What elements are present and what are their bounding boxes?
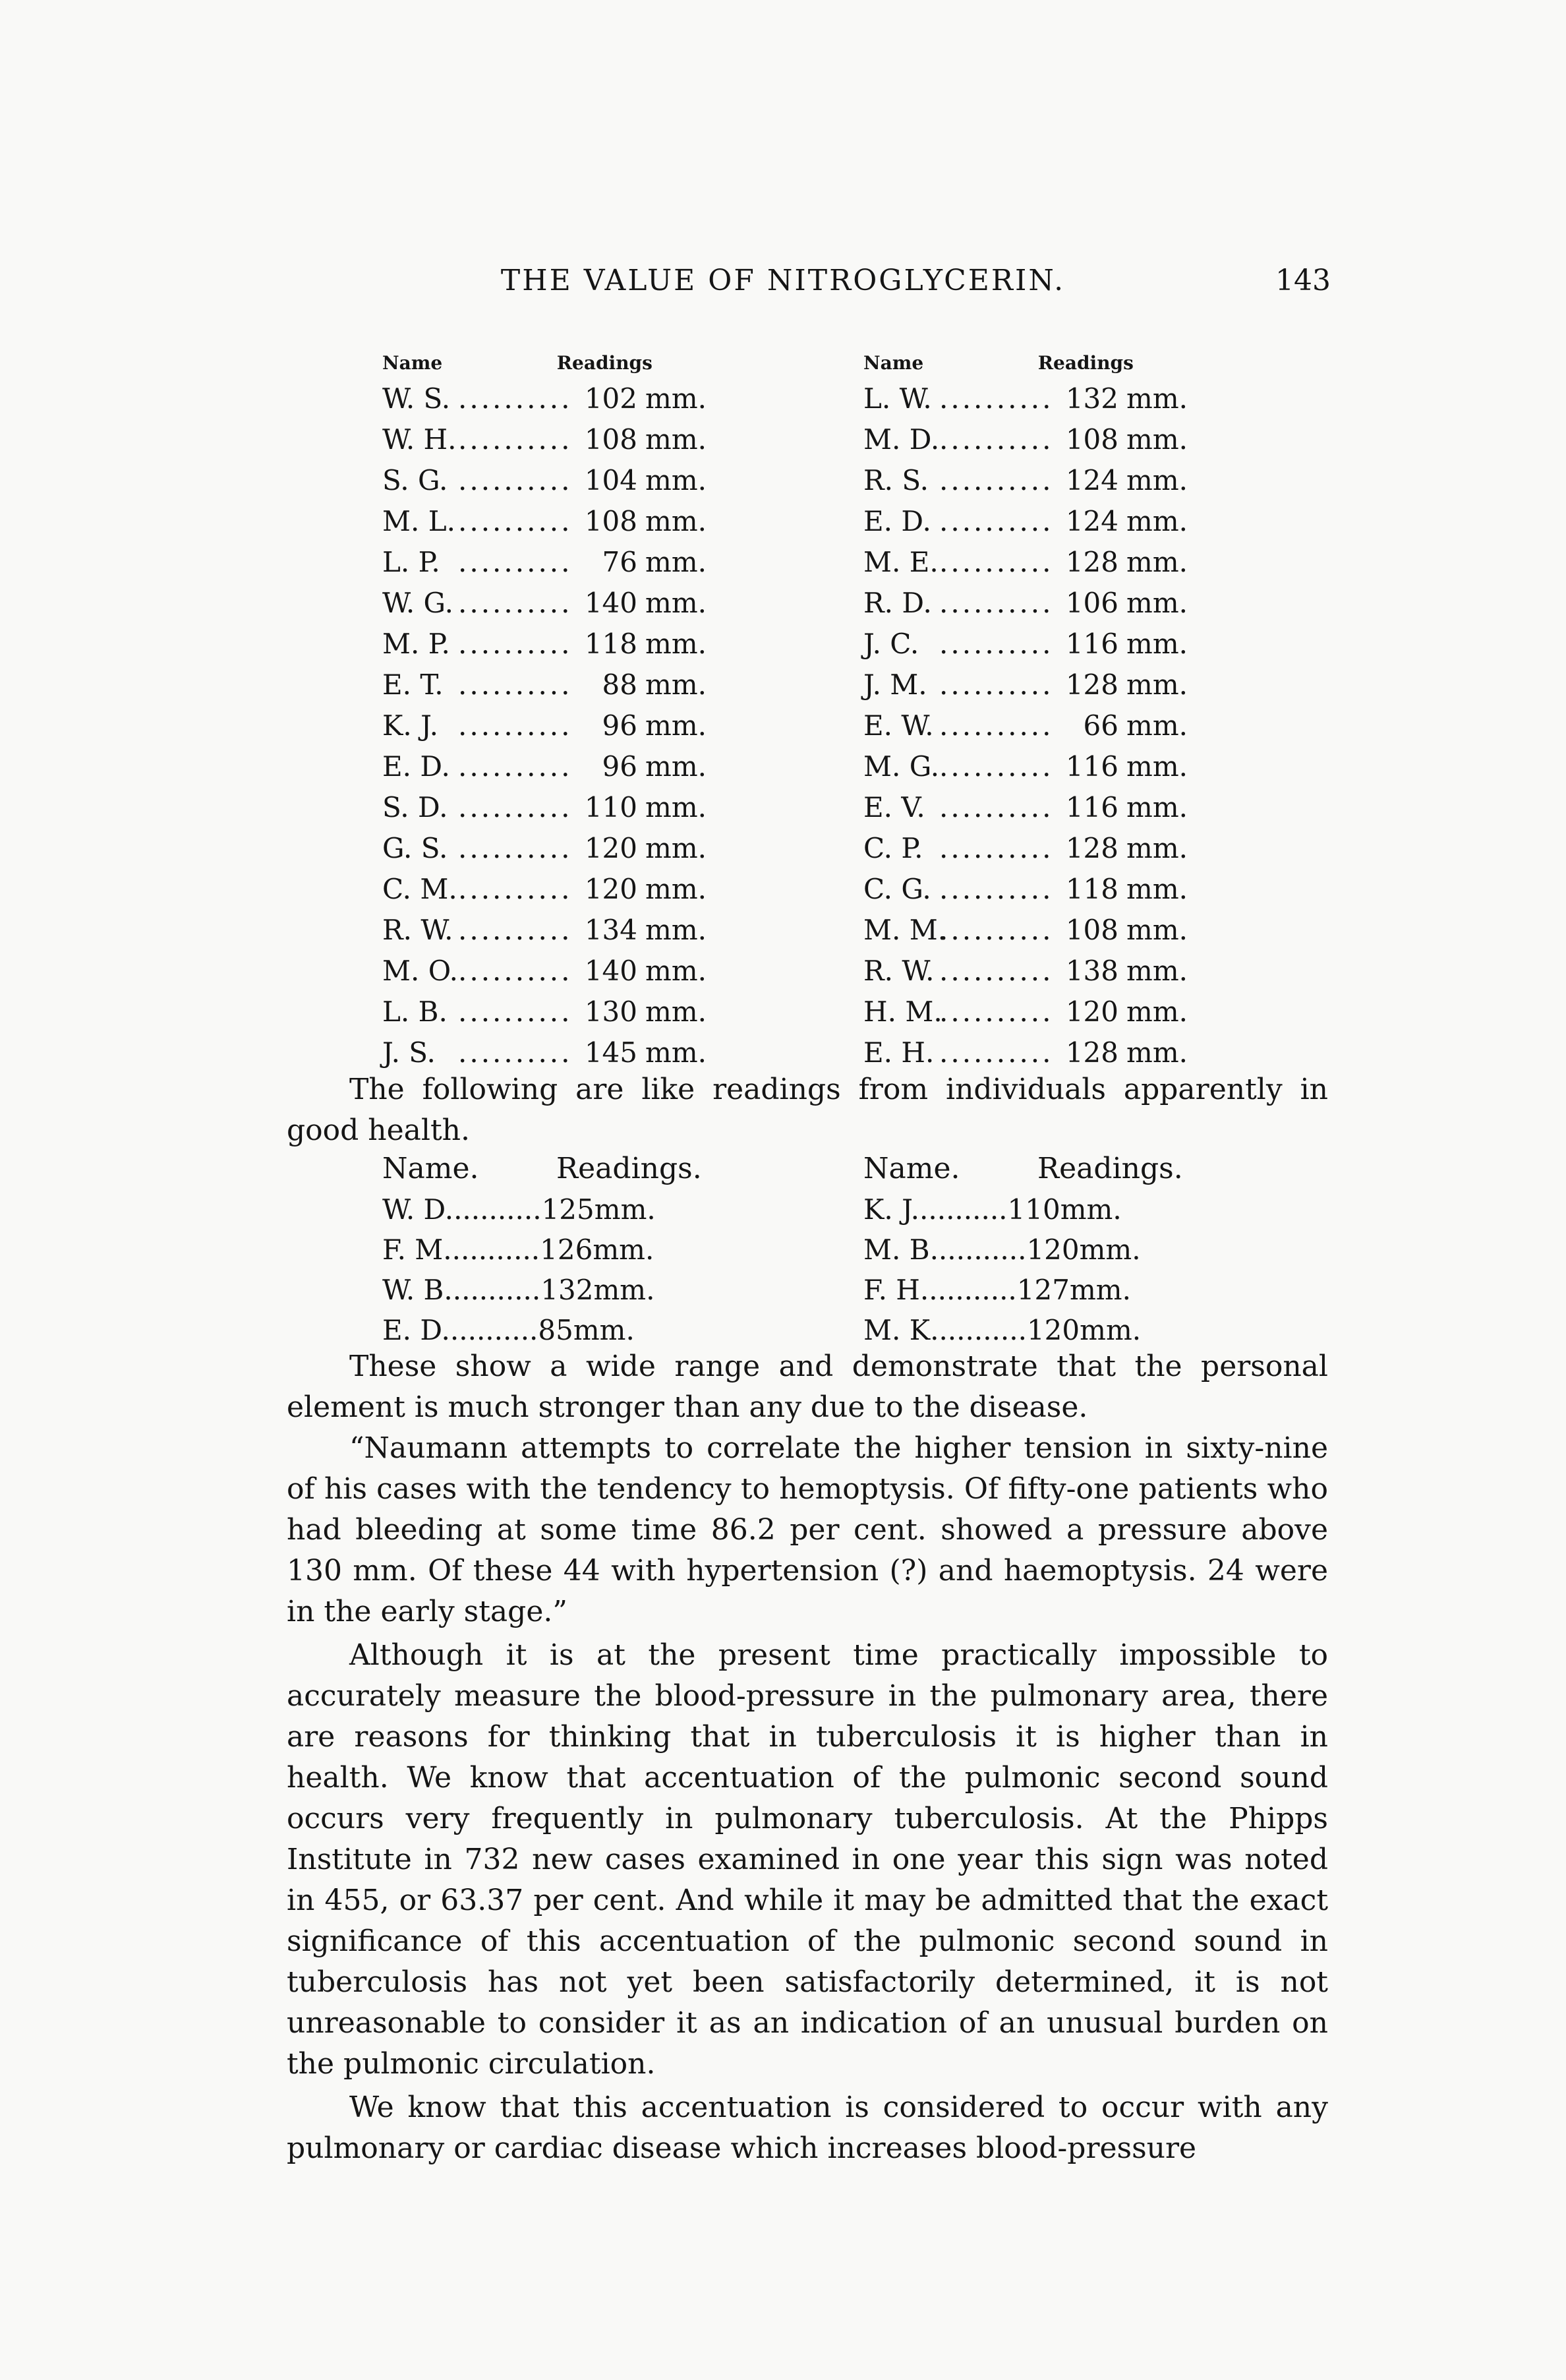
row-name: E. D. bbox=[863, 505, 931, 537]
leader-dots: .......... bbox=[919, 1193, 1008, 1226]
table-row bbox=[863, 1270, 1183, 1310]
table-row bbox=[382, 1310, 702, 1350]
row-value: 120 bbox=[584, 832, 637, 864]
row-value: 76 bbox=[602, 546, 637, 578]
row-value: 116 bbox=[1065, 750, 1118, 783]
row-name: E. T. bbox=[382, 669, 444, 701]
table-row bbox=[863, 828, 1188, 869]
row-unit: mm. bbox=[1060, 1193, 1122, 1226]
row-value: 96 bbox=[602, 750, 637, 783]
leader-dots: .......... bbox=[939, 832, 1054, 864]
row-unit: mm. bbox=[645, 628, 707, 660]
row-value: 106 bbox=[1065, 587, 1118, 619]
table-row bbox=[382, 542, 707, 583]
leader-dots: .......... bbox=[458, 791, 573, 823]
table-row bbox=[382, 951, 707, 992]
row-value: 124 bbox=[1065, 505, 1118, 537]
leader-dots: .......... bbox=[451, 1234, 540, 1266]
leader-dots: .......... bbox=[458, 382, 573, 415]
row-name: W. H. bbox=[382, 423, 457, 456]
table-row bbox=[382, 992, 707, 1032]
row-value: 118 bbox=[584, 628, 637, 660]
row-value: 102 bbox=[584, 382, 637, 415]
table-right-column bbox=[863, 348, 1188, 1073]
row-name: C. G. bbox=[863, 873, 931, 905]
row-unit: mm. bbox=[1126, 832, 1188, 864]
table-row bbox=[863, 1310, 1183, 1350]
leader-dots: .......... bbox=[939, 546, 1054, 578]
row-unit: mm. bbox=[1126, 669, 1188, 701]
row-value: 128 bbox=[1065, 1036, 1118, 1069]
row-value: 120 bbox=[584, 873, 637, 905]
row-value: 130 bbox=[584, 996, 637, 1028]
row-unit: mm. bbox=[645, 791, 707, 823]
leader-dots: .......... bbox=[939, 750, 1054, 783]
leader-dots: .......... bbox=[939, 669, 1054, 701]
table-row bbox=[863, 951, 1188, 992]
row-name: F. H. bbox=[863, 1274, 929, 1306]
header-readings: Readings bbox=[556, 352, 652, 374]
row-unit: mm. bbox=[645, 955, 707, 987]
table-left-column bbox=[382, 1148, 702, 1350]
leader-dots: .......... bbox=[458, 996, 573, 1028]
row-name: K. J. bbox=[382, 709, 439, 742]
row-unit: mm. bbox=[594, 1193, 656, 1226]
row-value: 116 bbox=[1065, 628, 1118, 660]
table-row bbox=[382, 1230, 702, 1270]
row-name: M. G. bbox=[863, 750, 940, 783]
row-value: 128 bbox=[1065, 546, 1118, 578]
row-name: G. S. bbox=[382, 832, 448, 864]
leader-dots: .......... bbox=[450, 1314, 538, 1346]
row-unit: mm. bbox=[645, 832, 707, 864]
leader-dots: .......... bbox=[939, 423, 1054, 456]
row-name: C. M. bbox=[382, 873, 457, 905]
table-row bbox=[863, 665, 1188, 705]
row-unit: mm. bbox=[593, 1234, 654, 1266]
row-unit: mm. bbox=[645, 423, 707, 456]
row-unit: mm. bbox=[593, 1274, 655, 1306]
table-row bbox=[382, 1032, 707, 1073]
table-left-column bbox=[382, 348, 707, 1073]
table-row bbox=[863, 869, 1188, 910]
row-value: 145 bbox=[584, 1036, 637, 1069]
leader-dots: .......... bbox=[458, 546, 573, 578]
row-value: 118 bbox=[1065, 873, 1118, 905]
row-value: 116 bbox=[1065, 791, 1118, 823]
table-row bbox=[382, 787, 707, 828]
leader-dots: .......... bbox=[458, 914, 573, 946]
table-row bbox=[863, 542, 1188, 583]
table-row bbox=[382, 378, 707, 419]
row-name: R. W. bbox=[382, 914, 453, 946]
row-value: 120 bbox=[1026, 1234, 1080, 1266]
leader-dots: .......... bbox=[458, 464, 573, 496]
row-value: 128 bbox=[1065, 669, 1118, 701]
intro-paragraph: The following are like readings from individuals apparently in good health. bbox=[287, 1073, 1328, 1147]
row-value: 124 bbox=[1065, 464, 1118, 496]
row-unit: mm. bbox=[1126, 996, 1188, 1028]
row-unit: mm. bbox=[645, 996, 707, 1028]
row-value: 140 bbox=[584, 587, 637, 619]
row-name: M. L. bbox=[382, 505, 455, 537]
row-name: E. V. bbox=[863, 791, 925, 823]
row-name: M. O. bbox=[382, 955, 459, 987]
leader-dots: .......... bbox=[458, 1036, 573, 1069]
row-value: 110 bbox=[1007, 1193, 1060, 1226]
table-row bbox=[863, 992, 1188, 1032]
row-unit: mm. bbox=[1126, 914, 1188, 946]
table-row bbox=[382, 1270, 702, 1310]
row-value: 96 bbox=[602, 709, 637, 742]
table-row bbox=[382, 705, 707, 746]
row-name: M. B. bbox=[863, 1234, 939, 1266]
paragraph: Although it is at the present time practically impossible to accurately measure the blood-pressure in the pulmonary area, there are reasons for thinking that in tuberculosis it is higher than in health. We know that accentuation of the pulmonic second sound occurs very frequently in pulmonary tuberculosis. At the Phipps Institute in 732 new cases examined in one year this sign was noted in 455, or 63.37 per cent. And while it may be admitted that the exact significance of this accentuation of the pulmonic second sound in tuberculosis has not yet been satisfactorily determined, it is not unreasonable to consider it as an indication of an unusual burden on the pulmonic circulation. bbox=[287, 1638, 1328, 2081]
row-unit: mm. bbox=[1126, 750, 1188, 783]
row-unit: mm. bbox=[1126, 546, 1188, 578]
leader-dots: .......... bbox=[453, 1193, 542, 1226]
leader-dots: .......... bbox=[458, 709, 573, 742]
row-value: 132 bbox=[540, 1274, 594, 1306]
header-name: Name bbox=[863, 352, 924, 374]
row-name: M. P. bbox=[382, 628, 450, 660]
leader-dots: .......... bbox=[939, 996, 1054, 1028]
row-name: W. S. bbox=[382, 382, 451, 415]
leader-dots: .......... bbox=[458, 873, 573, 905]
table-row bbox=[863, 1032, 1188, 1073]
row-value: 132 bbox=[1065, 382, 1118, 415]
row-name: M. K. bbox=[863, 1314, 939, 1346]
table-row bbox=[863, 501, 1188, 542]
row-unit: mm. bbox=[645, 669, 707, 701]
paragraph: “Naumann attempts to correlate the higher tension in sixty-nine of his cases with the tendency to hemoptysis. Of fifty-one patients who had bleeding at some time 86.2 per cent. showed a pressure above 130 mm. Of these 44 with hypertension (?) and haemoptysis. 24 were in the early stage.” bbox=[287, 1431, 1328, 1628]
row-value: 120 bbox=[1065, 996, 1118, 1028]
row-value: 108 bbox=[584, 505, 637, 537]
leader-dots: .......... bbox=[452, 1274, 541, 1306]
row-value: 138 bbox=[1065, 955, 1118, 987]
leader-dots: .......... bbox=[939, 955, 1054, 987]
row-value: 88 bbox=[602, 669, 637, 701]
leader-dots: .......... bbox=[939, 791, 1054, 823]
row-name: R. W. bbox=[863, 955, 935, 987]
row-unit: mm. bbox=[645, 505, 707, 537]
row-unit: mm. bbox=[1126, 505, 1188, 537]
row-value: 108 bbox=[1065, 423, 1118, 456]
row-value: 108 bbox=[584, 423, 637, 456]
table-row bbox=[863, 583, 1188, 624]
table-row bbox=[382, 460, 707, 501]
row-value: 108 bbox=[1065, 914, 1118, 946]
leader-dots: .......... bbox=[939, 1036, 1054, 1069]
table-row bbox=[863, 419, 1188, 460]
table-row bbox=[382, 624, 707, 665]
row-unit: mm. bbox=[645, 464, 707, 496]
row-value: 140 bbox=[584, 955, 637, 987]
table-row bbox=[863, 746, 1188, 787]
row-name: R. D. bbox=[863, 587, 932, 619]
row-unit: mm. bbox=[573, 1314, 635, 1346]
leader-dots: .......... bbox=[939, 382, 1054, 415]
readings-table bbox=[356, 348, 1318, 1093]
leader-dots: .......... bbox=[458, 750, 573, 783]
row-name: J. M. bbox=[863, 669, 927, 701]
paragraph: We know that this accentuation is considered to occur with any pulmonary or cardiac disease which increases blood-pressure bbox=[287, 2091, 1328, 2165]
leader-dots: .......... bbox=[939, 587, 1054, 619]
row-unit: mm. bbox=[1126, 1036, 1188, 1069]
table-row bbox=[382, 869, 707, 910]
row-name: J. S. bbox=[382, 1036, 436, 1069]
page-header bbox=[0, 261, 1566, 301]
row-unit: mm. bbox=[1126, 955, 1188, 987]
row-name: L. B. bbox=[382, 996, 448, 1028]
row-name: E. H. bbox=[863, 1036, 935, 1069]
leader-dots: .......... bbox=[458, 505, 573, 537]
row-value: 85 bbox=[538, 1314, 573, 1346]
healthy-readings-table bbox=[356, 1148, 1318, 1359]
row-name: L. P. bbox=[382, 546, 440, 578]
header-name: Name. bbox=[863, 1152, 960, 1185]
row-name: W. D. bbox=[382, 1193, 454, 1226]
row-unit: mm. bbox=[645, 1036, 707, 1069]
leader-dots: .......... bbox=[939, 1314, 1027, 1346]
row-unit: mm. bbox=[645, 750, 707, 783]
row-unit: mm. bbox=[1126, 464, 1188, 496]
leader-dots: .......... bbox=[458, 423, 573, 456]
table-row bbox=[863, 460, 1188, 501]
leader-dots: .......... bbox=[939, 628, 1054, 660]
table-row bbox=[382, 501, 707, 542]
leader-dots: .......... bbox=[939, 464, 1054, 496]
page-number: 143 bbox=[1275, 264, 1331, 297]
table-row bbox=[863, 1189, 1183, 1230]
row-unit: mm. bbox=[645, 914, 707, 946]
row-name: H. M. bbox=[863, 996, 942, 1028]
row-unit: mm. bbox=[1126, 587, 1188, 619]
row-unit: mm. bbox=[1126, 709, 1188, 742]
table-right-column bbox=[863, 1148, 1183, 1350]
row-unit: mm. bbox=[1126, 791, 1188, 823]
row-name: S. D. bbox=[382, 791, 448, 823]
header-readings: Readings. bbox=[556, 1152, 702, 1185]
row-unit: mm. bbox=[645, 587, 707, 619]
row-value: 125 bbox=[541, 1193, 594, 1226]
row-name: E. D. bbox=[382, 1314, 450, 1346]
table-row bbox=[863, 910, 1188, 951]
leader-dots: .......... bbox=[458, 628, 573, 660]
leader-dots: .......... bbox=[458, 669, 573, 701]
leader-dots: .......... bbox=[939, 873, 1054, 905]
leader-dots: .......... bbox=[458, 587, 573, 619]
row-name: F. M. bbox=[382, 1234, 452, 1266]
table-row bbox=[863, 378, 1188, 419]
row-name: E. D. bbox=[382, 750, 450, 783]
row-name: M. D. bbox=[863, 423, 940, 456]
table-row bbox=[863, 624, 1188, 665]
row-unit: mm. bbox=[1126, 873, 1188, 905]
row-name: J. C. bbox=[863, 628, 919, 660]
row-unit: mm. bbox=[1069, 1274, 1131, 1306]
row-value: 128 bbox=[1065, 832, 1118, 864]
row-name: S. G. bbox=[382, 464, 448, 496]
header-readings: Readings. bbox=[1037, 1152, 1183, 1185]
row-unit: mm. bbox=[645, 546, 707, 578]
row-value: 126 bbox=[540, 1234, 593, 1266]
table-row bbox=[382, 828, 707, 869]
row-unit: mm. bbox=[645, 709, 707, 742]
row-name: L. W. bbox=[863, 382, 932, 415]
row-name: W. B. bbox=[382, 1274, 453, 1306]
leader-dots: .......... bbox=[929, 1274, 1017, 1306]
table-row bbox=[382, 665, 707, 705]
leader-dots: .......... bbox=[939, 505, 1054, 537]
row-value: 120 bbox=[1026, 1314, 1080, 1346]
body-text bbox=[287, 1346, 1328, 2169]
running-title: THE VALUE OF NITROGLYCERIN. bbox=[500, 264, 1066, 297]
row-unit: mm. bbox=[1126, 628, 1188, 660]
leader-dots: .......... bbox=[938, 1234, 1027, 1266]
table-row bbox=[382, 910, 707, 951]
header-name: Name. bbox=[382, 1152, 479, 1185]
row-value: 134 bbox=[584, 914, 637, 946]
leader-dots: .......... bbox=[939, 914, 1054, 946]
header-readings: Readings bbox=[1037, 352, 1134, 374]
row-name: E. W. bbox=[863, 709, 934, 742]
row-unit: mm. bbox=[1080, 1314, 1142, 1346]
table-row bbox=[382, 583, 707, 624]
row-value: 66 bbox=[1083, 709, 1118, 742]
leader-dots: .......... bbox=[458, 955, 573, 987]
leader-dots: .......... bbox=[458, 832, 573, 864]
table-row bbox=[863, 787, 1188, 828]
table-row bbox=[863, 705, 1188, 746]
row-value: 110 bbox=[584, 791, 637, 823]
row-name: W. G. bbox=[382, 587, 453, 619]
row-name: R. S. bbox=[863, 464, 929, 496]
row-unit: mm. bbox=[645, 873, 707, 905]
header-name: Name bbox=[382, 352, 443, 374]
row-unit: mm. bbox=[1126, 423, 1188, 456]
row-name: K. J. bbox=[863, 1193, 920, 1226]
paragraph: These show a wide range and demonstrate that the personal element is much stronger than any due to the disease. bbox=[287, 1350, 1328, 1424]
row-name: M. E. bbox=[863, 546, 939, 578]
leader-dots: .......... bbox=[939, 709, 1054, 742]
row-value: 104 bbox=[584, 464, 637, 496]
row-name: M. M. bbox=[863, 914, 947, 946]
table-row bbox=[382, 419, 707, 460]
table-row bbox=[863, 1230, 1183, 1270]
row-value: 127 bbox=[1016, 1274, 1070, 1306]
row-unit: mm. bbox=[645, 382, 707, 415]
row-unit: mm. bbox=[1079, 1234, 1141, 1266]
row-name: C. P. bbox=[863, 832, 923, 864]
table-row bbox=[382, 1189, 702, 1230]
row-unit: mm. bbox=[1126, 382, 1188, 415]
table-row bbox=[382, 746, 707, 787]
